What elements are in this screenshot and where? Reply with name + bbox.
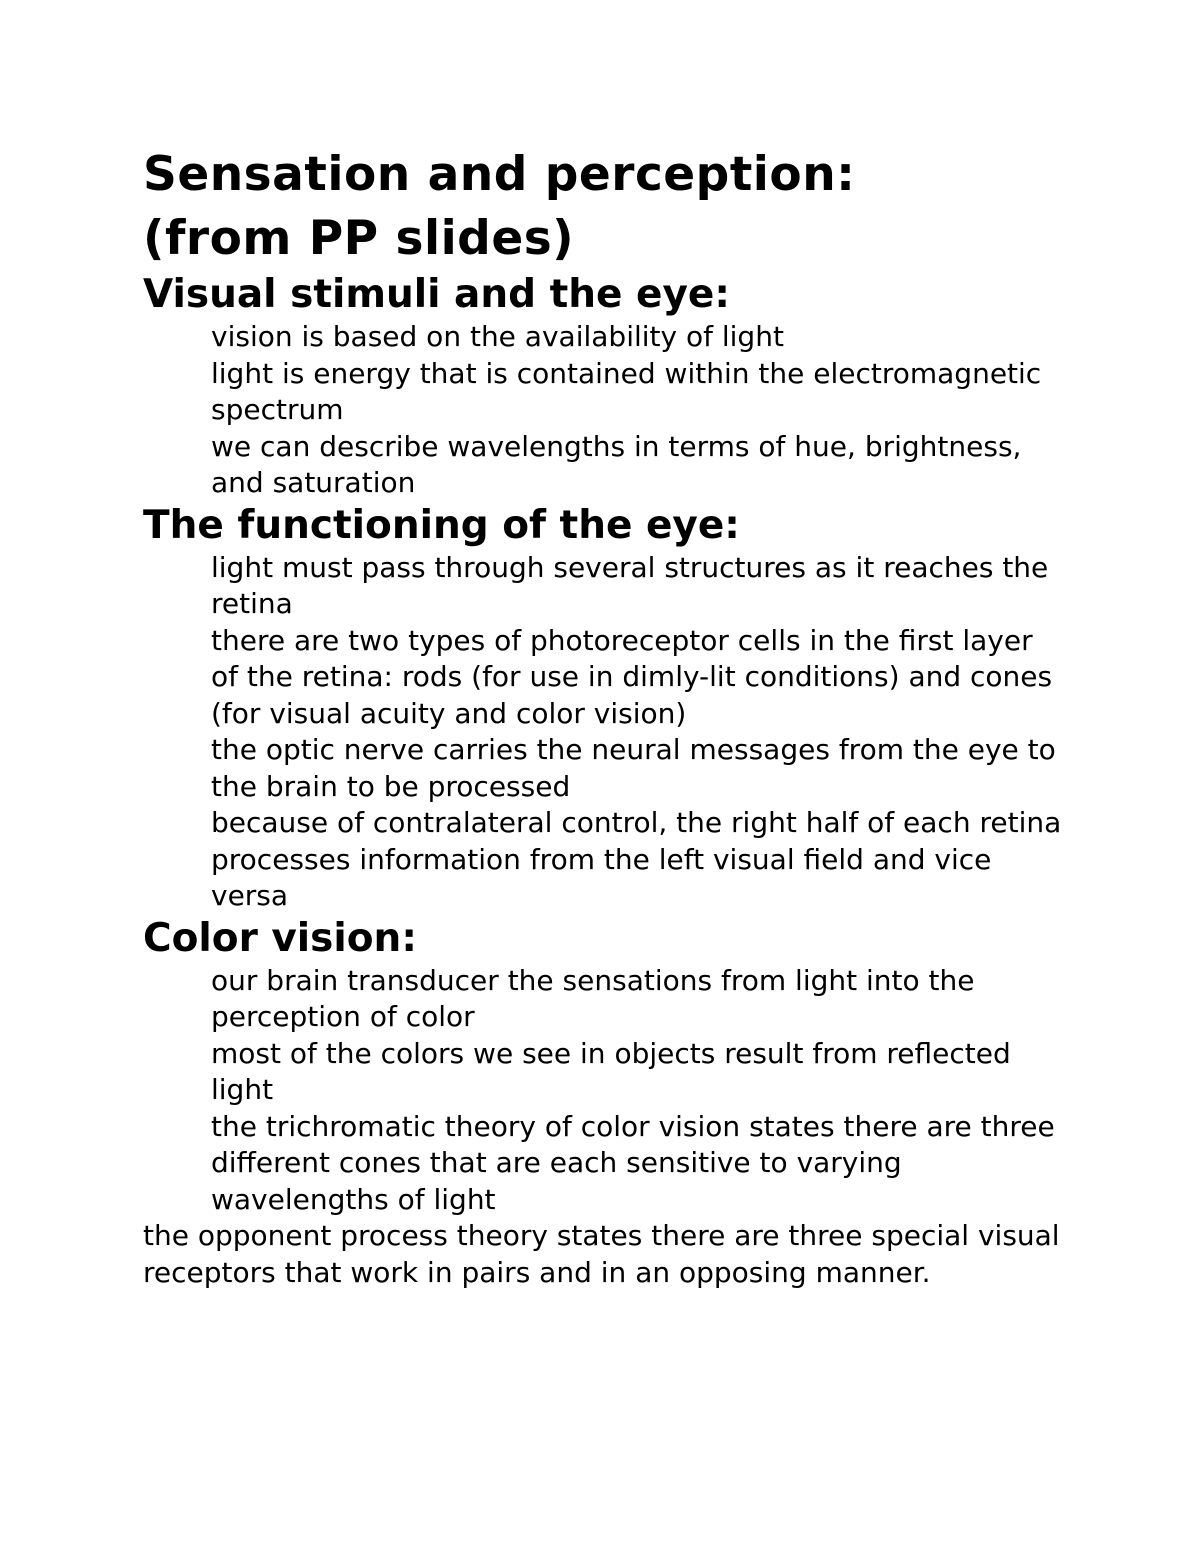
document-page: [143, 143, 1063, 1291]
text-item: because of contralateral control, the right half of each retina processes information from the left visual field and vice versa: [211, 806, 1062, 912]
text-item: light must pass through several structures as it reaches the retina: [211, 550, 1049, 620]
text-item: we can describe wavelengths in terms of hue, brightness, and saturation: [211, 429, 1022, 499]
section-body-color-vision: [143, 963, 1063, 1219]
section-body-visual-stimuli: [143, 319, 1063, 502]
text-item: the optic nerve carries the neural messages from the eye to the brain to be processed: [211, 733, 1056, 803]
text-item: light is energy that is contained within the electromagnetic spectrum: [211, 356, 1042, 426]
text-item: vision is based on the availability of light: [211, 320, 784, 353]
text-item: our brain transducer the sensations from light into the perception of color: [211, 963, 975, 1033]
text-item: most of the colors we see in objects result from reflected light: [211, 1036, 1011, 1106]
section-heading-eye-functioning: The functioning of the eye:: [143, 502, 740, 548]
section-heading-color-vision: Color vision:: [143, 915, 417, 961]
closing-paragraph: the opponent process theory states there are three special visual receptors that work in pairs and in an opposing manner.: [143, 1219, 1060, 1289]
text-item: the trichromatic theory of color vision states there are three different cones that are each sensitive to varying wavelengths of light: [211, 1109, 1055, 1216]
section-heading-visual-stimuli: Visual stimuli and the eye:: [143, 272, 730, 317]
text-item: there are two types of photoreceptor cells in the first layer of the retina: rods (for use in dimly-lit conditions) and cones (for visual acuity and color vision): [211, 623, 1053, 730]
title-line-1: Sensation and perception:: [143, 147, 856, 202]
title-line-2: (from PP slides): [143, 211, 575, 266]
section-body-eye-functioning: [143, 550, 1063, 915]
document-title: [143, 143, 1063, 271]
